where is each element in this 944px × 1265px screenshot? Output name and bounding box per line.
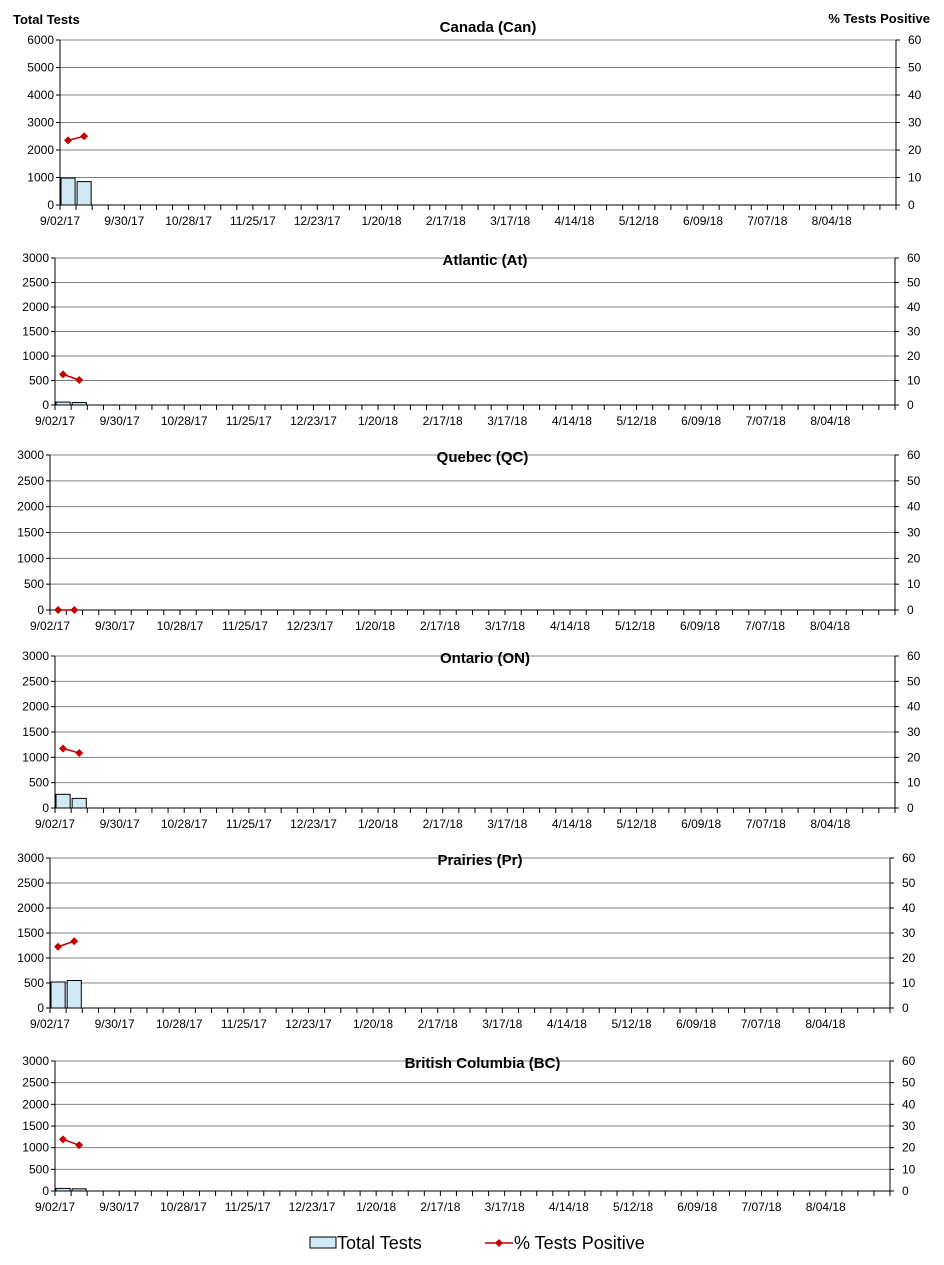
y-left-tick-label: 3000	[22, 649, 49, 663]
y-left-tick-label: 500	[28, 775, 49, 790]
x-tick-label: 7/07/18	[744, 619, 786, 633]
y-left-tick-label: 1000	[22, 750, 49, 765]
y-right-tick-label: 30	[907, 525, 921, 540]
x-tick-label: 5/12/18	[613, 1200, 654, 1214]
x-tick-label: 1/20/18	[354, 619, 396, 633]
y-right-tick-label: 60	[907, 251, 921, 265]
x-tick-label: 3/17/18	[487, 414, 528, 428]
bar	[72, 798, 86, 808]
x-tick-label: 12/23/17	[285, 1017, 332, 1031]
y-right-tick-label: 50	[902, 876, 916, 890]
x-tick-label: 11/25/17	[224, 1200, 271, 1214]
x-tick-label: 3/17/18	[490, 214, 531, 228]
chart-title: Ontario (ON)	[440, 650, 530, 667]
y-left-tick-label: 0	[42, 398, 49, 412]
x-tick-label: 9/30/17	[104, 214, 145, 228]
chart-panel-0	[27, 19, 921, 228]
x-tick-label: 8/04/18	[810, 414, 851, 428]
y-left-tick-label: 3000	[22, 251, 49, 265]
y-right-tick-label: 10	[908, 170, 922, 185]
line-point	[80, 132, 88, 140]
line-point	[64, 136, 72, 144]
bar	[56, 1188, 70, 1191]
y-left-tick-label: 2000	[27, 143, 54, 157]
x-tick-label: 3/17/18	[487, 817, 528, 831]
x-tick-label: 11/25/17	[225, 414, 272, 428]
x-tick-label: 10/28/17	[155, 1017, 203, 1031]
y-right-tick-label: 10	[907, 373, 921, 388]
chart-panel-5	[22, 1054, 915, 1214]
x-tick-label: 4/14/18	[549, 619, 591, 633]
legend-item-total-tests	[309, 1228, 422, 1258]
y-right-tick-label: 50	[902, 1075, 916, 1090]
x-tick-label: 1/20/18	[356, 1200, 397, 1214]
x-tick-label: 9/30/17	[94, 619, 136, 633]
legend-label-total-tests: Total Tests	[337, 1232, 422, 1253]
y-right-tick-label: 0	[907, 398, 914, 412]
chart-title: Prairies (Pr)	[437, 852, 523, 869]
x-tick-label: 10/28/17	[160, 414, 208, 428]
y-right-tick-label: 50	[908, 60, 922, 75]
line-point	[75, 376, 83, 384]
y-right-tick-label: 60	[908, 33, 922, 47]
x-tick-label: 12/23/17	[290, 817, 337, 831]
chart-panel-1	[22, 251, 920, 428]
y-left-tick-label: 1000	[17, 551, 44, 566]
y-left-tick-label: 500	[28, 1162, 49, 1177]
x-tick-label: 10/28/17	[165, 214, 212, 228]
x-tick-label: 9/02/17	[39, 214, 81, 228]
chart-panel-4	[17, 851, 915, 1031]
y-right-tick-label: 60	[907, 649, 921, 663]
y-right-tick-label: 20	[908, 143, 922, 157]
y-left-tick-label: 5000	[27, 60, 54, 75]
chart-title: Canada (Can)	[439, 19, 537, 36]
y-left-tick-label: 1500	[22, 725, 49, 739]
y-left-tick-label: 500	[23, 976, 44, 990]
chart-panel-2	[17, 448, 920, 633]
y-right-tick-label: 20	[902, 1140, 916, 1155]
x-tick-label: 11/25/17	[230, 214, 276, 228]
y-right-tick-label: 30	[902, 1119, 916, 1133]
x-tick-label: 11/25/17	[222, 619, 268, 633]
x-tick-label: 10/28/17	[160, 817, 208, 831]
y-left-tick-label: 2000	[22, 1097, 49, 1112]
x-tick-label: 5/12/18	[618, 214, 659, 228]
y-right-tick-label: 0	[902, 1001, 909, 1015]
bar	[56, 794, 70, 808]
x-tick-label: 9/02/17	[29, 619, 71, 633]
x-tick-label: 9/02/17	[34, 1200, 76, 1214]
x-tick-label: 7/07/18	[740, 1017, 781, 1031]
x-tick-label: 4/14/18	[554, 214, 595, 228]
x-tick-label: 8/04/18	[805, 1017, 846, 1031]
bar	[72, 403, 86, 405]
y-right-tick-label: 0	[902, 1184, 909, 1198]
y-right-tick-label: 30	[907, 324, 921, 339]
y-left-tick-label: 2500	[17, 876, 44, 890]
line-point	[59, 744, 67, 752]
x-tick-label: 9/30/17	[94, 1017, 135, 1031]
y-left-tick-label: 2500	[22, 674, 49, 689]
legend-label-percent-positive: % Tests Positive	[514, 1232, 645, 1253]
y-right-tick-label: 40	[907, 300, 921, 314]
y-right-tick-label: 40	[907, 699, 921, 714]
x-tick-label: 6/09/18	[677, 1200, 718, 1214]
y-left-tick-label: 0	[42, 801, 49, 815]
x-tick-label: 9/30/17	[99, 1200, 140, 1214]
x-tick-label: 6/09/18	[681, 414, 722, 428]
x-tick-label: 7/07/18	[741, 1200, 782, 1214]
bar	[72, 1189, 86, 1191]
y-right-tick-label: 30	[902, 926, 916, 940]
y-right-tick-label: 60	[902, 851, 916, 865]
y-left-tick-label: 4000	[27, 88, 54, 102]
bar	[51, 982, 65, 1008]
y-left-tick-label: 2000	[22, 300, 49, 314]
y-left-tick-label: 2500	[22, 1075, 49, 1090]
y-right-tick-label: 40	[902, 901, 916, 915]
y-left-tick-label: 1500	[17, 926, 44, 940]
y-right-tick-label: 0	[907, 801, 914, 815]
line-point	[70, 606, 78, 614]
y-right-tick-label: 20	[907, 551, 921, 566]
chart-panel-3	[22, 649, 920, 831]
legend-line-swatch-marker	[495, 1239, 503, 1247]
y-right-tick-label: 0	[908, 198, 915, 212]
x-tick-label: 6/09/18	[679, 619, 721, 633]
y-right-tick-label: 10	[902, 976, 916, 990]
y-left-tick-label: 1000	[17, 951, 44, 965]
x-tick-label: 7/07/18	[747, 214, 788, 228]
y-left-tick-label: 3000	[17, 448, 44, 462]
right-axis-label: % Tests Positive	[828, 11, 930, 26]
x-tick-label: 5/12/18	[616, 817, 657, 831]
line-point	[59, 370, 67, 378]
y-left-tick-label: 500	[23, 577, 44, 592]
x-tick-label: 6/09/18	[676, 1017, 717, 1031]
x-tick-label: 5/12/18	[614, 619, 656, 633]
y-right-tick-label: 40	[908, 88, 922, 102]
x-tick-label: 2/17/18	[419, 619, 461, 633]
x-tick-label: 12/23/17	[286, 619, 334, 633]
left-axis-label: Total Tests	[13, 12, 80, 27]
y-right-tick-label: 60	[907, 448, 921, 462]
x-tick-label: 7/07/18	[745, 414, 786, 428]
y-left-tick-label: 3000	[27, 115, 54, 130]
y-right-tick-label: 40	[907, 499, 921, 514]
y-right-tick-label: 30	[908, 115, 922, 130]
x-tick-label: 8/04/18	[809, 619, 851, 633]
x-tick-label: 11/25/17	[220, 1017, 267, 1031]
y-left-tick-label: 2500	[22, 275, 49, 290]
x-tick-label: 10/28/17	[156, 619, 204, 633]
x-tick-label: 5/12/18	[616, 414, 657, 428]
y-left-tick-label: 1500	[22, 324, 49, 339]
legend-bar-swatch	[309, 1236, 337, 1250]
legend-line-swatch	[484, 1236, 514, 1250]
x-tick-label: 9/30/17	[99, 817, 140, 831]
x-tick-label: 2/17/18	[425, 214, 466, 228]
y-right-tick-label: 40	[902, 1097, 916, 1112]
x-tick-label: 6/09/18	[681, 817, 722, 831]
y-left-tick-label: 3000	[22, 1054, 49, 1068]
x-tick-label: 7/07/18	[745, 817, 786, 831]
bar	[77, 182, 91, 205]
y-right-tick-label: 20	[902, 951, 916, 965]
y-left-tick-label: 3000	[17, 851, 44, 865]
y-right-tick-label: 30	[907, 725, 921, 739]
y-right-tick-label: 50	[907, 674, 921, 689]
y-left-tick-label: 0	[47, 198, 54, 212]
line-point	[54, 943, 62, 951]
x-tick-label: 2/17/18	[422, 414, 463, 428]
x-tick-label: 8/04/18	[805, 1200, 846, 1214]
x-tick-label: 2/17/18	[422, 817, 463, 831]
x-tick-label: 5/12/18	[611, 1017, 652, 1031]
y-right-tick-label: 60	[902, 1054, 916, 1068]
x-tick-label: 1/20/18	[361, 214, 402, 228]
legend	[0, 1228, 944, 1258]
x-tick-label: 4/14/18	[548, 1200, 589, 1214]
y-left-tick-label: 1000	[27, 170, 54, 185]
y-left-tick-label: 1000	[22, 349, 49, 363]
y-right-tick-label: 10	[902, 1162, 916, 1177]
y-right-tick-label: 20	[907, 750, 921, 765]
y-right-tick-label: 20	[907, 349, 921, 363]
line-point	[75, 749, 83, 757]
x-tick-label: 6/09/18	[683, 214, 724, 228]
y-left-tick-label: 0	[42, 1184, 49, 1198]
line-point	[70, 937, 78, 945]
x-tick-label: 2/17/18	[417, 1017, 458, 1031]
y-left-tick-label: 6000	[27, 33, 54, 47]
x-tick-label: 3/17/18	[484, 619, 526, 633]
y-left-tick-label: 2000	[22, 699, 49, 714]
chart-title: British Columbia (BC)	[404, 1055, 561, 1072]
x-tick-label: 9/02/17	[29, 1017, 71, 1031]
x-tick-label: 8/04/18	[811, 214, 852, 228]
chart-title: Atlantic (At)	[442, 252, 528, 269]
y-left-tick-label: 0	[37, 1001, 44, 1015]
y-right-tick-label: 0	[907, 603, 914, 617]
x-tick-label: 3/17/18	[484, 1200, 525, 1214]
bar	[61, 178, 75, 205]
x-tick-label: 9/02/17	[34, 414, 76, 428]
y-right-tick-label: 10	[907, 775, 921, 790]
bar	[56, 402, 70, 405]
y-left-tick-label: 500	[28, 373, 49, 388]
legend-item-percent-positive	[484, 1228, 645, 1258]
x-tick-label: 2/17/18	[420, 1200, 461, 1214]
x-tick-label: 4/14/18	[551, 817, 592, 831]
x-tick-label: 4/14/18	[546, 1017, 587, 1031]
y-left-tick-label: 2500	[17, 473, 44, 488]
line-point	[54, 606, 62, 614]
x-tick-label: 9/30/17	[99, 414, 140, 428]
x-tick-label: 9/02/17	[34, 817, 76, 831]
y-right-tick-label: 50	[907, 473, 921, 488]
x-tick-label: 12/23/17	[288, 1200, 336, 1214]
x-tick-label: 3/17/18	[482, 1017, 523, 1031]
legend-bar-swatch-rect	[310, 1237, 336, 1248]
chart-title: Quebec (QC)	[436, 449, 529, 466]
y-left-tick-label: 1500	[17, 525, 44, 540]
x-tick-label: 10/28/17	[160, 1200, 207, 1214]
y-left-tick-label: 1000	[22, 1140, 49, 1155]
x-tick-label: 12/23/17	[293, 214, 341, 228]
y-right-tick-label: 10	[907, 577, 921, 592]
bar	[67, 981, 81, 1009]
x-tick-label: 4/14/18	[551, 414, 592, 428]
y-right-tick-label: 50	[907, 275, 921, 290]
y-left-tick-label: 2000	[17, 901, 44, 915]
y-left-tick-label: 0	[37, 603, 44, 617]
y-left-tick-label: 1500	[22, 1119, 49, 1133]
x-tick-label: 12/23/17	[290, 414, 337, 428]
y-left-tick-label: 2000	[17, 499, 44, 514]
x-tick-label: 11/25/17	[225, 817, 272, 831]
x-tick-label: 1/20/18	[358, 817, 399, 831]
x-tick-label: 1/20/18	[353, 1017, 394, 1031]
line-point	[59, 1135, 67, 1143]
x-tick-label: 1/20/18	[358, 414, 399, 428]
x-tick-label: 8/04/18	[810, 817, 851, 831]
